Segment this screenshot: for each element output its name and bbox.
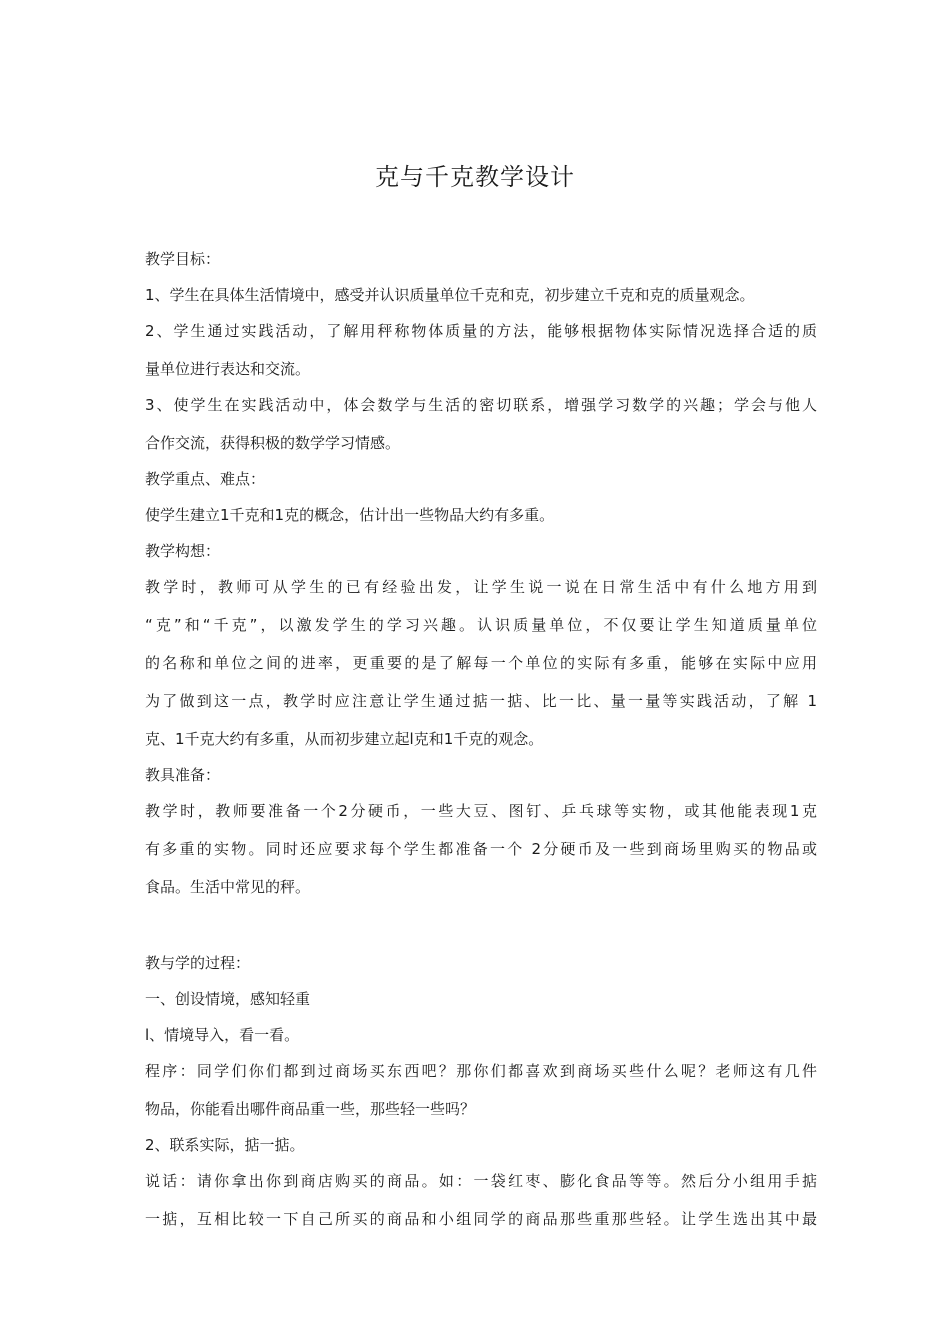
step-2-line-2: 一掂，互相比较一下自己所买的商品和小组同学的商品那些重那些轻。让学生选出其中最 [145, 1210, 817, 1228]
objective-2-line-2: 量单位进行表达和交流。 [145, 360, 311, 378]
step-1-heading: l、情境导入，看一看。 [145, 1026, 300, 1044]
concept-line-5: 克、1千克大约有多重，从而初步建立起l克和1千克的观念。 [145, 730, 544, 748]
heading-concept: 教学构想： [145, 542, 221, 560]
step-1-line-1: 程序：同学们你们都到过商场买东西吧？那你们都喜欢到商场买些什么呢？老师这有几件 [145, 1062, 817, 1080]
concept-line-2: “克”和“千克”，以激发学生的学习兴趣。认识质量单位，不仅要让学生知道质量单位 [145, 616, 817, 634]
document-title: 克与千克教学设计 [375, 163, 575, 191]
materials-line-2: 有多重的实物。同时还应要求每个学生都准备一个 2分硬币及一些到商场里购买的物品或 [145, 840, 817, 858]
heading-process: 教与学的过程： [145, 954, 251, 972]
step-1-line-2: 物品，你能看出哪件商品重一些，那些轻一些吗？ [145, 1100, 476, 1118]
section-1-heading: 一、创设情境，感知轻重 [145, 990, 311, 1008]
objective-3-line-2: 合作交流，获得积极的数学学习情感。 [145, 434, 401, 452]
document-body [145, 249, 817, 1229]
concept-line-1: 教学时，教师可从学生的已有经验出发，让学生说一说在日常生活中有什么地方用到 [145, 578, 817, 596]
objective-1: 1、学生在具体生活情境中，感受并认识质量单位千克和克，初步建立千克和克的质量观念。 [145, 286, 755, 304]
heading-objectives: 教学目标： [145, 250, 221, 268]
step-2-line-1: 说话：请你拿出你到商店购买的商品。如：一袋红枣、膨化食品等等。然后分小组用手掂 [145, 1172, 817, 1190]
concept-line-3: 的名称和单位之间的进率，更重要的是了解每一个单位的实际有多重，能够在实际中应用 [145, 654, 817, 672]
heading-key-points: 教学重点、难点： [145, 470, 266, 488]
objective-2-line-1: 2、学生通过实践活动，了解用秤称物体质量的方法，能够根据物体实际情况选择合适的质 [145, 322, 817, 340]
heading-materials: 教具准备： [145, 766, 221, 784]
concept-line-4: 为了做到这一点，教学时应注意让学生通过掂一掂、比一比、量一量等实践活动，了解 1 [145, 692, 817, 710]
objective-3-line-1: 3、使学生在实践活动中，体会数学与生活的密切联系，增强学习数学的兴趣；学会与他人 [145, 396, 817, 414]
blank-line [145, 897, 817, 953]
step-2-heading: 2、联系实际，掂一掂。 [145, 1136, 305, 1154]
materials-line-3: 食品。生活中常见的秤。 [145, 878, 311, 896]
materials-line-1: 教学时，教师要准备一个2分硬币，一些大豆、图钉、乒乓球等实物，或其他能表现1克 [145, 802, 817, 820]
key-points-text: 使学生建立1千克和1克的概念，估计出一些物品大约有多重。 [145, 506, 555, 524]
